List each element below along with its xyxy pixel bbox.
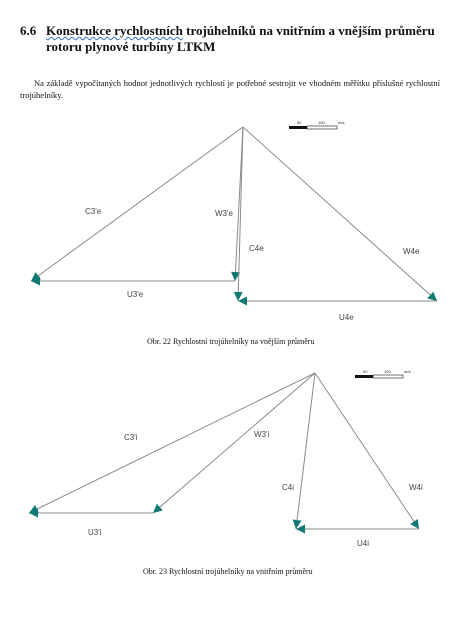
c3-outer-label: C3'e <box>85 207 102 216</box>
intro-paragraph: Na základě vypočítaných hodnot jednotlivých rychlostí je potřebné sestrojit ve vhodném měřítku příslušné rychlostní trojúhelníky. <box>20 78 440 100</box>
section-number: 6.6 <box>20 23 37 38</box>
c4-outer-label: C4e <box>249 244 264 253</box>
c3-inner-vector <box>29 373 315 513</box>
w4-outer-vector <box>243 127 437 301</box>
velocity-triangles-inner-figure <box>0 340 458 575</box>
scale-bar-inner <box>355 369 410 378</box>
w3-inner-vector <box>153 373 315 513</box>
u4-inner-label: U4i <box>357 539 370 548</box>
c4-inner-label: C4i <box>282 483 295 492</box>
w4-outer-label: W4e <box>403 247 420 256</box>
section-title-rest: trojúhelníků na vnitřním a vnějším průměru rotoru plynové turbíny LTKM <box>46 23 435 54</box>
scale-label-b: 100 <box>384 369 391 374</box>
section-title-underlined: Konstrukce rychlostních <box>46 23 183 38</box>
w4-inner-label: W4i <box>409 483 423 492</box>
figure1-caption: Obr. 22 Rychlostní trojúhelníky na vnějším průměru <box>147 337 315 346</box>
c3-inner-label: C3'i <box>124 433 138 442</box>
figure2-caption: Obr. 23 Rychlostní trojúhelníky na vnitřním průměru <box>143 567 313 576</box>
scale-label-a: 50 <box>297 120 302 125</box>
u3-outer-label: U3'e <box>127 290 144 299</box>
w3-inner-label: W3'i <box>254 430 270 439</box>
w3-outer-label: W3'e <box>215 209 233 218</box>
scale-bar-outer <box>289 120 344 129</box>
scale-unit: m/s <box>338 120 345 125</box>
scale-label-a: 50 <box>363 369 368 374</box>
u4-outer-label: U4e <box>339 313 354 322</box>
scale-label-b: 100 <box>318 120 325 125</box>
c3-outer-vector <box>31 127 243 281</box>
scale-unit: m/s <box>404 369 411 374</box>
c4-inner-vector <box>296 373 315 529</box>
u3-inner-label: U3'i <box>88 528 102 537</box>
w4-inner-vector <box>315 373 419 529</box>
